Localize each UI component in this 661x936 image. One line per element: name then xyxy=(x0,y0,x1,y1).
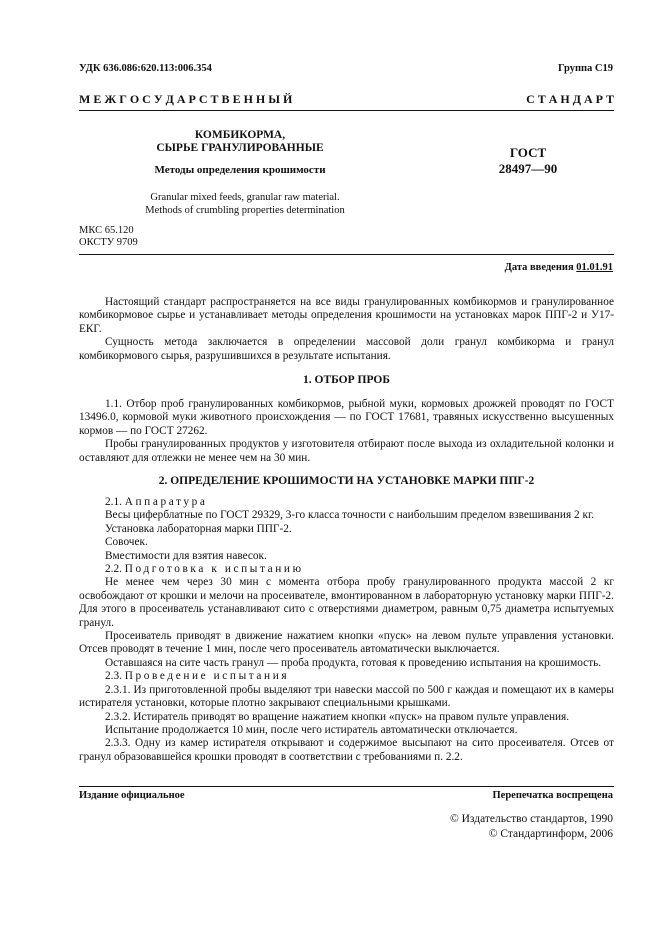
section-1-text xyxy=(79,398,614,465)
intro-text xyxy=(79,296,614,363)
gost-number: 28497—90 xyxy=(498,161,558,176)
document-subtitle: Методы определения крошимости xyxy=(154,164,326,176)
intro-date-value: 01.01.91 xyxy=(576,262,613,273)
clause-2-1-title: Аппаратура xyxy=(124,496,208,508)
classification-codes xyxy=(79,225,138,249)
clause-2-3-heading xyxy=(79,670,614,683)
clause-2-1-number: 2.1. xyxy=(105,496,122,508)
english-title-line-1: Granular mixed feeds, granular raw material. xyxy=(150,192,340,203)
official-edition-note: Издание официальное xyxy=(79,790,185,801)
equipment-item: Вместимости для взятия навесок. xyxy=(105,549,267,562)
title-line-2: СЫРЬЕ ГРАНУЛИРОВАННЫЕ xyxy=(156,142,324,154)
intro-paragraph: Настоящий стандарт распространяется на все виды гранулированных комбикормов и гранулированное комбикормовое сырье и устанавливает методы определения крошимости на установках марок ППГ-2 и У17-ЕКГ. xyxy=(79,296,614,335)
preparation-paragraph: Оставшаяся на сите часть гранул — проба продукта, готовая к проведению испытания на крошимость. xyxy=(105,656,602,669)
section-1-paragraph: 1.1. Отбор проб гранулированных комбикормов, рыбной муки, кормовых дрожжей проводят по ГОСТ 13496.0, кормовой муки животного происхождения — по ГОСТ 17681, травяных искусственно высушенных кормов — по ГОСТ 27262. xyxy=(79,398,614,437)
section-2-text xyxy=(79,496,614,764)
section-2-heading: 2. ОПРЕДЕЛЕНИЕ КРОШИМОСТИ НА УСТАНОВКЕ МАРКИ ППГ-2 xyxy=(158,475,535,487)
intro-paragraph: Сущность метода заключается в определении массовой доли гранул комбикорма и гранул комбикормового сырья, разрушившихся в результате испытания. xyxy=(79,336,614,362)
group-code: Группа С19 xyxy=(557,63,613,74)
intro-date-label: Дата введения xyxy=(504,262,574,273)
preparation-paragraph: Просеиватель приводят в движение нажатием кнопки «пуск» на левом пульте управления установки. Отсев проводят в течение 1 мин, после чего просеиватель автоматически выключается. xyxy=(79,630,614,656)
banner-rule xyxy=(79,110,614,111)
preparation-paragraph: Не менее чем через 30 мин с момента отбора пробу гранулированного продукта массой 2 кг освобождают от крошки и мелочи на просеивателе, вмонтированном в лабораторную установку марки ППГ-2. Для этого в просеиватель устанавливают сито с отверстиями диаметром, равным 0,75 диаметра испытуемых гранул. xyxy=(79,576,614,629)
equipment-item: Совочек. xyxy=(105,536,148,549)
header-rule xyxy=(79,254,614,255)
gost-label: ГОСТ xyxy=(509,145,547,160)
copyright-line-1: © Издательство стандартов, 1990 xyxy=(449,813,613,825)
equipment-item: Весы циферблатные по ГОСТ 29329, 3-го класса точности с наибольшим пределом взвешивания 2 кг. xyxy=(105,509,595,522)
clause-2-1-heading xyxy=(79,496,614,509)
title-line-1: КОМБИКОРМА, xyxy=(194,129,286,141)
standard-banner xyxy=(79,92,614,107)
copyright-line-2: © Стандартинформ, 2006 xyxy=(488,828,613,840)
test-paragraph: 2.3.3. Одну из камер истирателя открывают и содержимое высыпают на сито просеивателя. Отсев от гранул образовавшейся крошки проводят в соответствии с требованиями п. 2.2. xyxy=(79,737,614,763)
footer-rule xyxy=(79,786,614,787)
clause-2-2-number: 2.2. xyxy=(105,563,122,576)
udk-code: УДК 636.086:620.113:006.354 xyxy=(79,63,212,74)
test-paragraph: 2.3.1. Из приготовленной пробы выделяют три навески массой по 500 г каждая и помещают их в камеры истирателя установки, которые плотно закрывают специальными крышками. xyxy=(79,683,614,710)
section-1-paragraph: Пробы гранулированных продуктов у изготовителя отбирают после выхода из охладительной колонки и оставляют для отлежки не менее чем на 30 мин. xyxy=(79,438,614,464)
okstu-code: ОКСТУ 9709 xyxy=(79,237,138,248)
clause-2-2-title: Подготовка к испытанию xyxy=(124,563,304,576)
clause-2-2-heading xyxy=(79,563,614,576)
test-paragraph: 2.3.2. Истиратель приводят во вращение нажатием кнопки «пуск» на правом пульте управления. xyxy=(105,710,570,723)
section-1-heading: 1. ОТБОР ПРОБ xyxy=(303,374,390,386)
copyright-block xyxy=(450,812,613,842)
banner-word-interstate: М Е Ж Г О С У Д А Р С Т В Е Н Н Ы Й xyxy=(79,92,293,106)
reprint-prohibited-note: Перепечатка воспрещена xyxy=(492,790,613,801)
intro-date xyxy=(505,262,613,273)
test-paragraph: Испытание продолжается 10 мин, после чего истиратель автоматически отключается. xyxy=(105,723,518,736)
banner-word-standard: С Т А Н Д А Р Т xyxy=(526,92,614,106)
clause-2-3-title: Проведение испытания xyxy=(124,670,290,683)
mks-code: МКС 65.120 xyxy=(79,225,134,236)
clause-2-3-number: 2.3. xyxy=(105,670,122,683)
document-title xyxy=(110,129,370,155)
equipment-item: Установка лабораторная марки ППГ-2. xyxy=(105,522,292,535)
english-title-line-2: Methods of crumbling properties determination xyxy=(145,204,345,216)
english-title xyxy=(110,192,380,217)
gost-designation xyxy=(483,145,573,177)
